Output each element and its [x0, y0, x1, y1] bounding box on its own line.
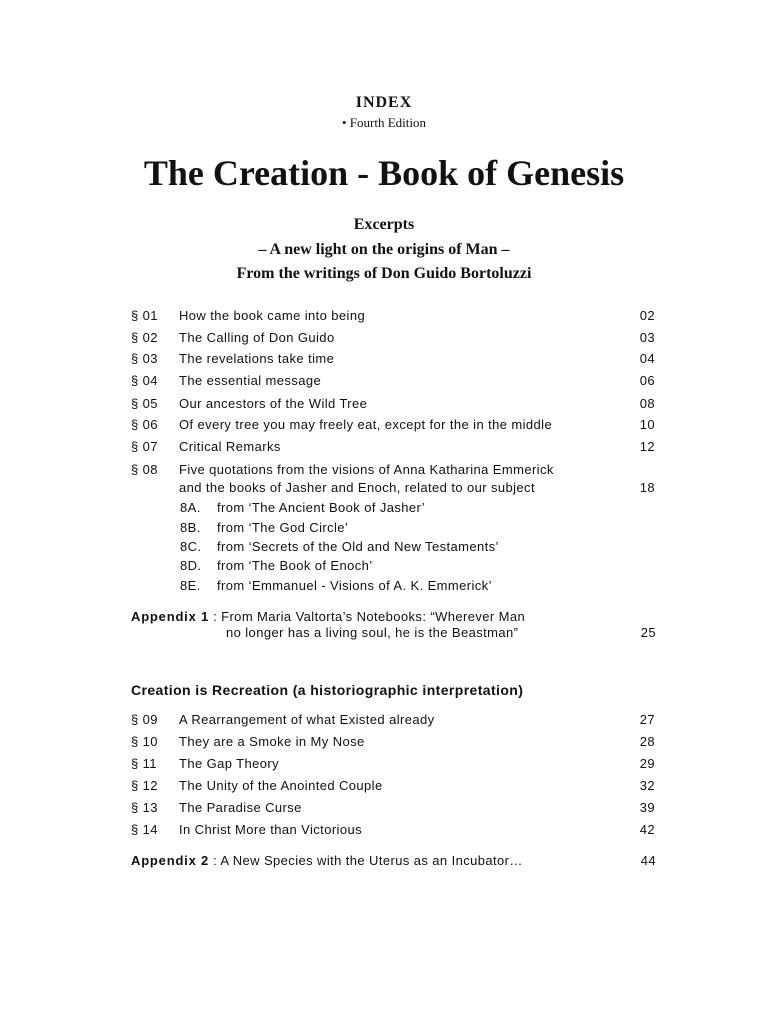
toc-subitem — [0, 556, 768, 576]
subitem-title: from ‘The God Circle’ — [217, 520, 349, 535]
subitem-title: from ‘Secrets of the Old and New Testaments’ — [217, 539, 499, 554]
subitem-title: from ‘The Ancient Book of Jasher’ — [217, 500, 426, 515]
appendix-label: Appendix 1 — [131, 609, 210, 624]
toc-row — [0, 820, 768, 840]
edition-label: • Fourth Edition — [342, 115, 426, 130]
appendix-text: : From Maria Valtorta’s Notebooks: “Wherever Man — [209, 609, 526, 624]
section-title: The revelations take time — [179, 351, 335, 366]
section-title: How the book came into being — [179, 308, 366, 323]
toc-row — [0, 460, 768, 480]
page-number: 06 — [639, 373, 655, 388]
page-number: 25 — [640, 625, 656, 640]
section-number: § 03 — [131, 351, 158, 366]
appendix-text-continued: no longer has a living soul, he is the Beastman” — [226, 625, 519, 640]
toc-row — [0, 710, 768, 730]
appendix-1 — [131, 609, 656, 643]
section-title: In Christ More than Victorious — [179, 822, 362, 837]
page-number: 44 — [640, 853, 656, 868]
toc-row — [0, 415, 768, 435]
toc-row-continued — [0, 478, 768, 498]
section-title-continued: and the books of Jasher and Enoch, related to our subject — [179, 480, 535, 495]
toc-row — [0, 306, 768, 326]
section-title: The Paradise Curse — [179, 800, 302, 815]
toc-row — [0, 732, 768, 752]
page-number: 27 — [639, 712, 655, 727]
toc-row — [0, 394, 768, 414]
section-number: § 01 — [131, 308, 158, 323]
page-number: 02 — [639, 308, 655, 323]
page-number: 28 — [639, 734, 655, 749]
toc-row — [0, 798, 768, 818]
page-number: 18 — [639, 480, 655, 495]
section-title: The Unity of the Anointed Couple — [179, 778, 383, 793]
section-title: Critical Remarks — [179, 439, 281, 454]
toc-row — [0, 328, 768, 348]
section-number: § 05 — [131, 396, 158, 411]
subtitle-writings: From the writings of Don Guido Bortoluzzi — [236, 265, 532, 282]
section-number: § 11 — [131, 756, 157, 771]
page-number: 08 — [639, 396, 655, 411]
appendix-label: Appendix 2 — [131, 853, 210, 868]
page-title: The Creation - Book of Genesis — [143, 153, 625, 193]
page-number: 10 — [639, 417, 655, 432]
toc-row — [0, 437, 768, 457]
subitem-title: from ‘The Book of Enoch’ — [217, 558, 373, 573]
subitem-title: from ‘Emmanuel - Visions of A. K. Emmerick’ — [217, 578, 492, 593]
toc-subitem — [0, 537, 768, 557]
page-number: 42 — [639, 822, 655, 837]
toc-row — [0, 754, 768, 774]
toc-row — [0, 349, 768, 369]
subtitle-new-light: – A new light on the origins of Man – — [258, 241, 510, 258]
index-heading: INDEX — [355, 94, 413, 111]
subtitle-excerpts: Excerpts — [353, 216, 415, 233]
subitem-label: 8C. — [180, 539, 202, 554]
section-number: § 12 — [131, 778, 158, 793]
section-title: They are a Smoke in My Nose — [179, 734, 365, 749]
section-title: Five quotations from the visions of Anna Katharina Emmerick — [179, 462, 554, 477]
toc-subitem — [0, 498, 768, 518]
section-number: § 07 — [131, 439, 158, 454]
page-number: 03 — [639, 330, 655, 345]
subitem-label: 8E. — [180, 578, 201, 593]
section-number: § 06 — [131, 417, 158, 432]
section-number: § 08 — [131, 462, 158, 477]
section-title: Of every tree you may freely eat, except for the in the middle — [179, 417, 553, 432]
section-number: § 04 — [131, 373, 158, 388]
appendix-text: : A New Species with the Uterus as an Incubator… — [209, 853, 523, 868]
toc-subitem — [0, 576, 768, 596]
page-number: 12 — [639, 439, 655, 454]
section-number: § 13 — [131, 800, 158, 815]
subitem-label: 8A. — [180, 500, 201, 515]
subitem-label: 8B. — [180, 520, 201, 535]
section-title: The Calling of Don Guido — [179, 330, 335, 345]
section-title: Our ancestors of the Wild Tree — [179, 396, 368, 411]
subitem-label: 8D. — [180, 558, 202, 573]
page-number: 39 — [639, 800, 655, 815]
section-number: § 14 — [131, 822, 158, 837]
section-heading: Creation is Recreation (a historiographic interpretation) — [131, 682, 524, 698]
section-number: § 10 — [131, 734, 158, 749]
page-number: 04 — [639, 351, 655, 366]
section-title: The Gap Theory — [179, 756, 280, 771]
appendix-2 — [131, 853, 656, 871]
toc-row — [0, 371, 768, 391]
page-number: 32 — [639, 778, 655, 793]
section-number: § 02 — [131, 330, 158, 345]
page-number: 29 — [639, 756, 655, 771]
section-number: § 09 — [131, 712, 158, 727]
toc-subitem — [0, 518, 768, 538]
section-title: A Rearrangement of what Existed already — [179, 712, 435, 727]
section-title: The essential message — [179, 373, 322, 388]
toc-row — [0, 776, 768, 796]
